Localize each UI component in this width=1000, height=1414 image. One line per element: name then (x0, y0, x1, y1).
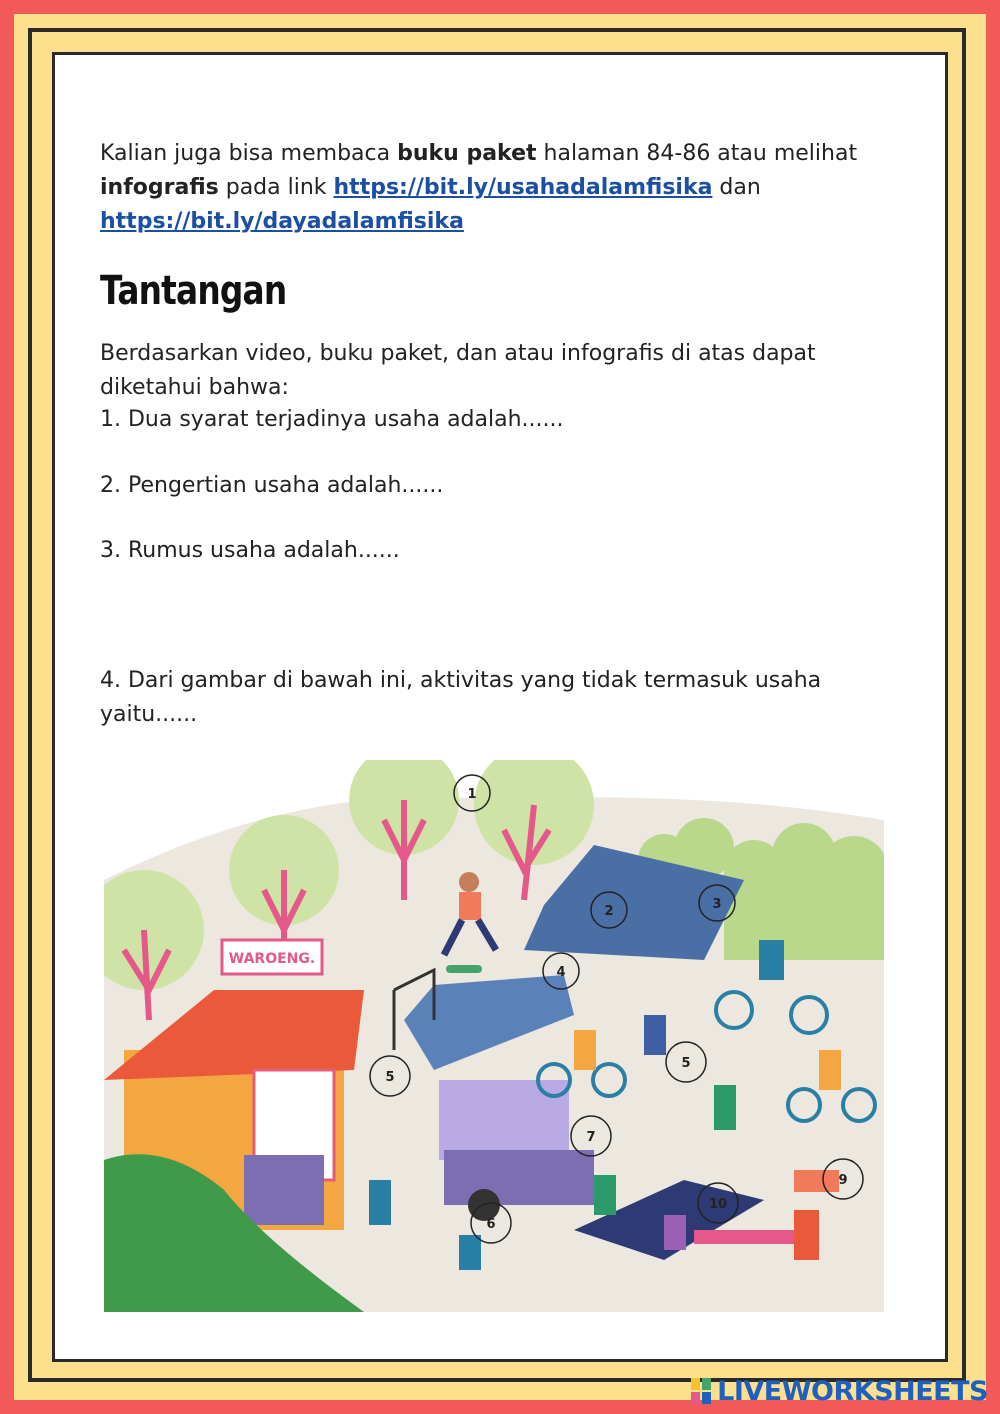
link-daya[interactable]: https://bit.ly/dayadalamfisika (100, 209, 464, 234)
question-1: 1. Dua syarat terjadinya usaha adalah...... (100, 407, 564, 432)
link-usaha[interactable]: https://bit.ly/usahadalamfisika (333, 175, 713, 200)
park-activity-illustration (104, 760, 884, 1312)
intro-paragraph (100, 137, 890, 239)
marker-2: 2 (604, 904, 614, 919)
intro-text-4: dan (712, 175, 761, 200)
question-3: 3. Rumus usaha adalah...... (100, 538, 400, 563)
liveworksheets-logo-icon (691, 1378, 711, 1404)
marker-3: 3 (712, 897, 722, 912)
intro-text-2: halaman 84-86 atau melihat (536, 141, 858, 166)
intro-bold-buku-paket: buku paket (397, 141, 537, 166)
section-heading: Tantangan (100, 268, 287, 314)
marker-6: 6 (486, 1217, 496, 1232)
marker-4: 4 (556, 965, 566, 980)
intro-bold-infografis: infografis (100, 175, 219, 200)
waroeng-sign-text: WAROENG. (228, 951, 316, 967)
liveworksheets-brand (691, 1374, 988, 1408)
marker-5b: 5 (681, 1056, 691, 1071)
question-2: 2. Pengertian usaha adalah...... (100, 473, 444, 498)
marker-10: 10 (708, 1197, 728, 1212)
instruction-text: Berdasarkan video, buku paket, dan atau infografis di atas dapat diketahui bahwa: (100, 341, 816, 400)
marker-9: 9 (838, 1173, 848, 1188)
marker-1: 1 (467, 787, 477, 802)
intro-text-1: Kalian juga bisa membaca (100, 141, 398, 166)
marker-5a: 5 (385, 1070, 395, 1085)
brand-text: LIVEWORKSHEETS (717, 1375, 988, 1407)
marker-7: 7 (586, 1130, 596, 1145)
question-4: 4. Dari gambar di bawah ini, aktivitas yang tidak termasuk usaha yaitu...... (100, 668, 822, 727)
intro-text-3: pada link (218, 175, 334, 200)
